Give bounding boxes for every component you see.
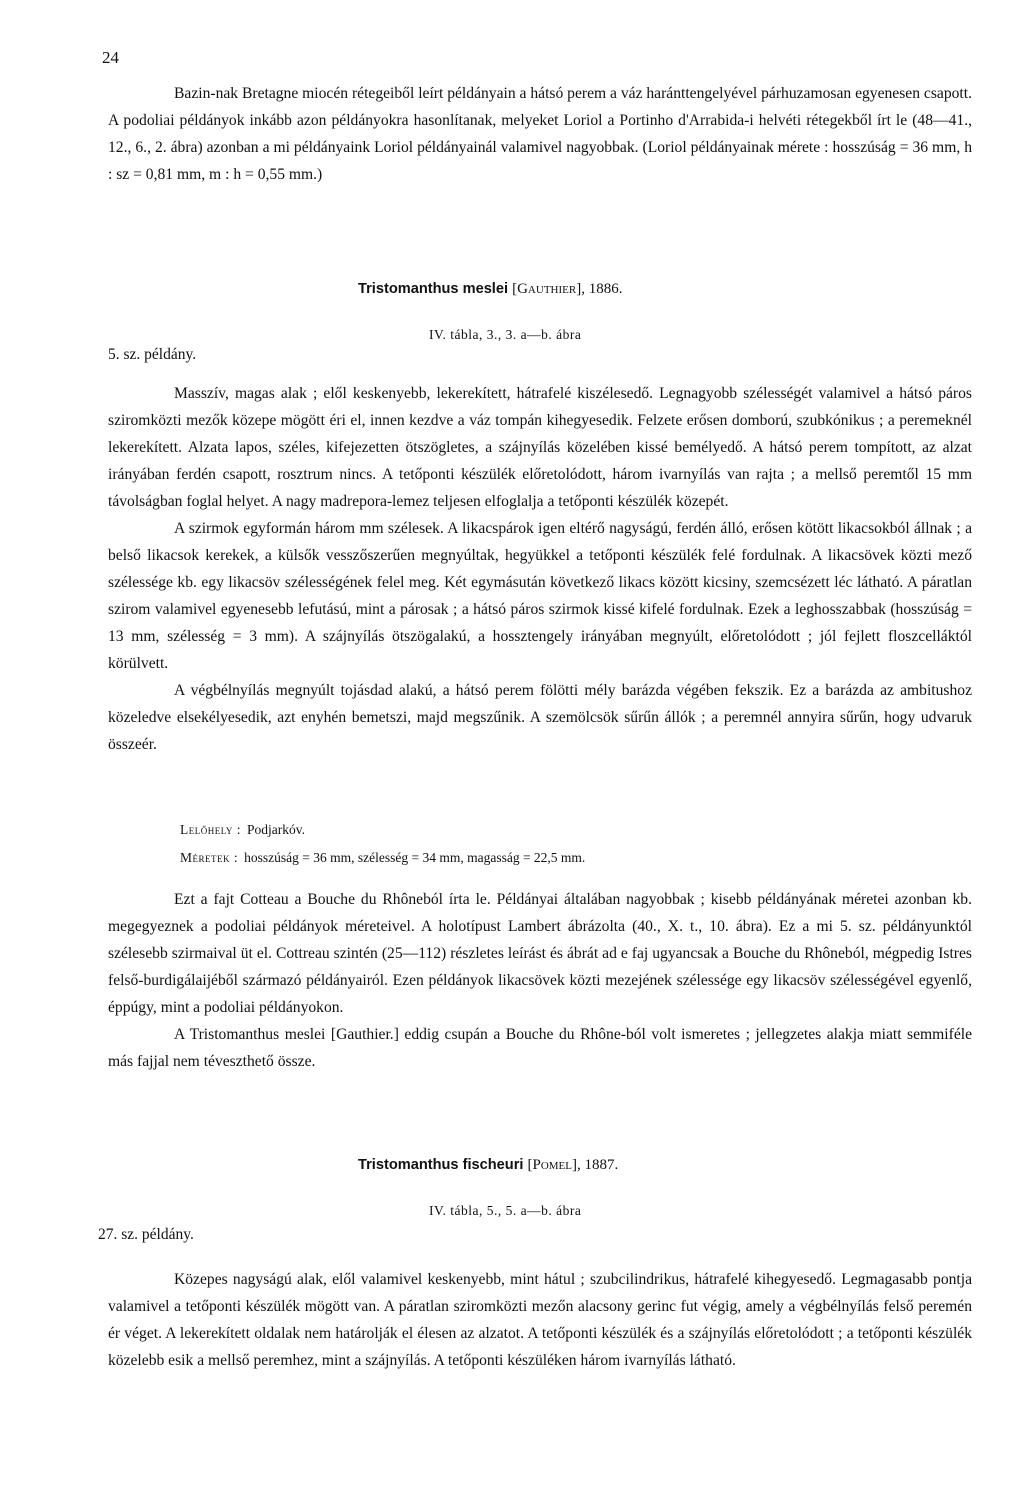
measurements-label: Méretek : [180,850,239,865]
species-description: Masszív, magas alak ; elől keskenyebb, lekerekített, hátrafelé kiszélesedő. Legnagyobb szélességét valamivel a hátsó páros sziromközti mezők közepe mögött éri el, innen kezdve a váz tompán kihegyesedik. Felzete erősen domború, szubkónikus ; a peremeknél lekerekített. Alzata lapos, széles, kifejezetten ötszögletes, a szájnyílás közelében kissé bemélyedő. A hátsó perem tompított, az alzat irányában ferdén csapott, rosztrum nincs. A tetőponti készülék előretolódott, három ivarnyílás van rajta ; a mellső peremtől 15 mm távolságban foglal helyet. A nagy madrepora-lemez teljesen elfoglalja a tetőponti készülék közepét. A szirmok egyformán három mm szélesek. A likacspárok igen eltérő nagyságú, ferdén álló, erősen kötött likacsokból állnak ; a belső likacsok kerekek, a külsők vesszőszerűen megnyúltak, hegyükkel a tetőponti készülék felé fordulnak. A likacsövek közti mező szélessége kb. egy likacsöv szélességének felel meg. Két egymásután következő likacs között kicsiny, szemcsézett léc látható. A páratlan szirom valamivel egyenesebb lefutású, mint a párosak ; a hátsó páros szirmok kissé kifelé fordulnak. Ezek a leghosszabbak (hosszúság = 13 mm, szélesség = 3 mm). A szájnyílás ötszögalakú, a hossztengely irányában megnyúlt, előretolódott ; jól fejlett floszcelláktól körülvett. A végbélnyílás megnyúlt tojásdad alakú, a hátsó perem fölötti mély barázda végében fekszik. Ez a barázda az ambitushoz közeledve elsekélyesedik, azt enyhén bemetszi, majd megszűnik. A szemölcsök sűrűn állók ; a peremnél annyira sűrűn, hogy udvaruk összeér. [108,385,972,753]
measurements-line [180,850,585,866]
locality-value: Podjarkóv. [246,822,305,837]
species-description-2: Közepes nagyságú alak, elől valamivel keskenyebb, mint hátul ; szubcilindrikus, hátrafelé kihegyesedő. Legmagasabb pontja valamivel a tetőponti készülék mögött van. A páratlan sziromközti mezőn alacsony gerinc fut végig, amely a végbélnyílás felső peremén ér véget. A lekerekített oldalak nem határolják el élesen az alzatot. A tetőponti készülék és a szájnyílás előretolódott ; a tetőponti készülék közelebb esik a mellső peremhez, mint a szájnyílás. A tetőponti készüléken három ivarnyílás látható. [108,1271,972,1369]
species-remarks: Ezt a fajt Cotteau a Bouche du Rhôneból írta le. Példányai általában nagyobbak ; kisebb példányának méretei azonban kb. megegyeznek a podoliai példányok méreteivel. A holotípust Lambert ábrázolta (40., X. t., 10. ábra). Ez a mi 5. sz. példányunktól szélesebb szirmaival üt el. Cottreau szintén (25—112) részletes leírást és ábrát ad e faj ugyancsak a Bouche du Rhôneból, mégpedig Istres felső-burdigálaijéből származó példányairól. Ezen példányok likacsövek közti mezejének szélessége egy likacsöv szélességével egyenlő, éppúgy, mint a podoliai példányokon. A Tristomanthus meslei [Gauthier.] eddig csupán a Bouche du Rhône-ból volt ismeretes ; jellegzetes alakja miatt semmiféle más fajjal nem téveszthető össze. [108,891,972,1070]
species-name-2: Tristomanthus fischeuri [358,1157,524,1173]
locality-label: Lelőhely : [180,822,241,837]
specimen-number-2: 27. sz. példány. [98,1226,194,1243]
measurements-value: hosszúság = 36 mm, szélesség = 34 mm, magasság = 22,5 mm. [244,850,586,865]
specimen-number: 5. sz. példány. [108,346,197,363]
plate-reference-2: IV. tábla, 5., 5. a—b. ábra [429,1203,582,1218]
species-name: Tristomanthus meslei [358,281,509,297]
page-number: 24 [102,48,119,67]
intro-paragraph: Bazin-nak Bretagne miocén rétegeiből leírt példányain a hátsó perem a váz haránttengelyével párhuzamosan egyenesen csapott. A podoliai példányok inkább azon példányokra hasonlítanak, melyeket Loriol a Portinho d'Arrabida-i helvéti rétegekből írt le (48—41., 12., 6., 2. ábra) azonban a mi példányaink Loriol példányainál valamivel nagyobbak. (Loriol példányainak mérete : hosszúság = 36 mm, h : sz = 0,81 mm, m : h = 0,55 mm.) [108,85,972,183]
plate-reference: IV. tábla, 3., 3. a—b. ábra [429,327,582,342]
species-author-2: [Pomel], 1887. [527,1157,619,1173]
species-title [358,281,622,298]
species-title-2 [358,1157,618,1174]
species-author: [Gauthier], 1886. [512,281,623,297]
locality-line [180,822,305,838]
